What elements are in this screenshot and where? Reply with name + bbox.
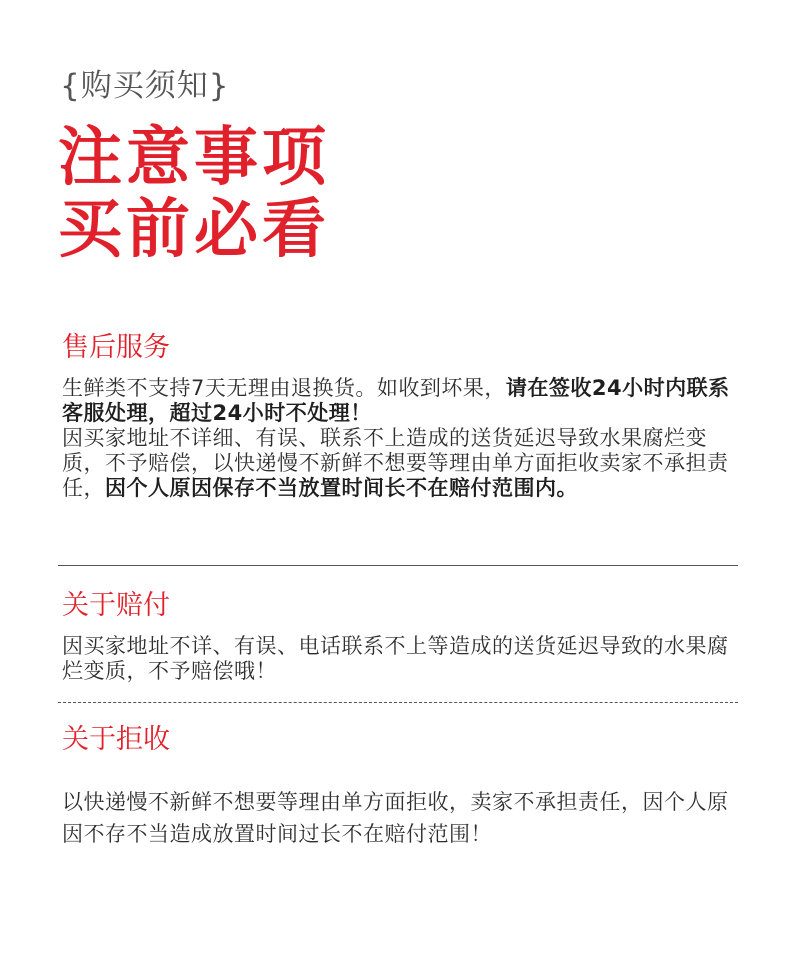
notice-tag: {购买须知} [60, 68, 230, 104]
section-divider-dashed [58, 702, 738, 703]
after-sales-body [62, 376, 742, 501]
hero-line-1: 注意事项 [58, 121, 330, 195]
after-sales-p1-emphasis: 请在签收24小时内联系客服处理，超过24小时不处理！ [62, 376, 730, 425]
after-sales-paragraph-1 [62, 376, 742, 426]
rejection-title: 关于拒收 [62, 724, 170, 755]
compensation-title: 关于赔付 [62, 590, 170, 621]
rejection-body: 以快递慢不新鲜不想要等理由单方面拒收，卖家不承担责任，因个人原因不存不当造成放置时间过长不在赔付范围！ [62, 790, 729, 846]
hero-heading [58, 122, 330, 266]
section-divider-solid [58, 565, 738, 566]
after-sales-p2-emphasis: 因个人原因保存不当放置时间长不在赔付范围内。 [105, 476, 578, 500]
after-sales-p1-text: 生鲜类不支持7天无理由退换货。如收到坏果， [62, 376, 506, 400]
after-sales-section [62, 330, 742, 501]
after-sales-title: 售后服务 [62, 332, 170, 363]
compensation-body: 因买家地址不详、有误、电话联系不上等造成的送货延迟导致的水果腐烂变质，不予赔偿哦！ [62, 634, 729, 683]
hero-line-2: 买前必看 [58, 193, 330, 267]
compensation-section [62, 588, 742, 684]
after-sales-p2-text: 因买家地址不详细、有误、联系不上造成的送货延迟导致水果腐烂变质，不予赔偿，以快递慢不新鲜不想要等理由单方面拒收卖家不承担责任， [62, 426, 729, 500]
after-sales-paragraph-2 [62, 426, 742, 501]
rejection-section [62, 722, 742, 850]
